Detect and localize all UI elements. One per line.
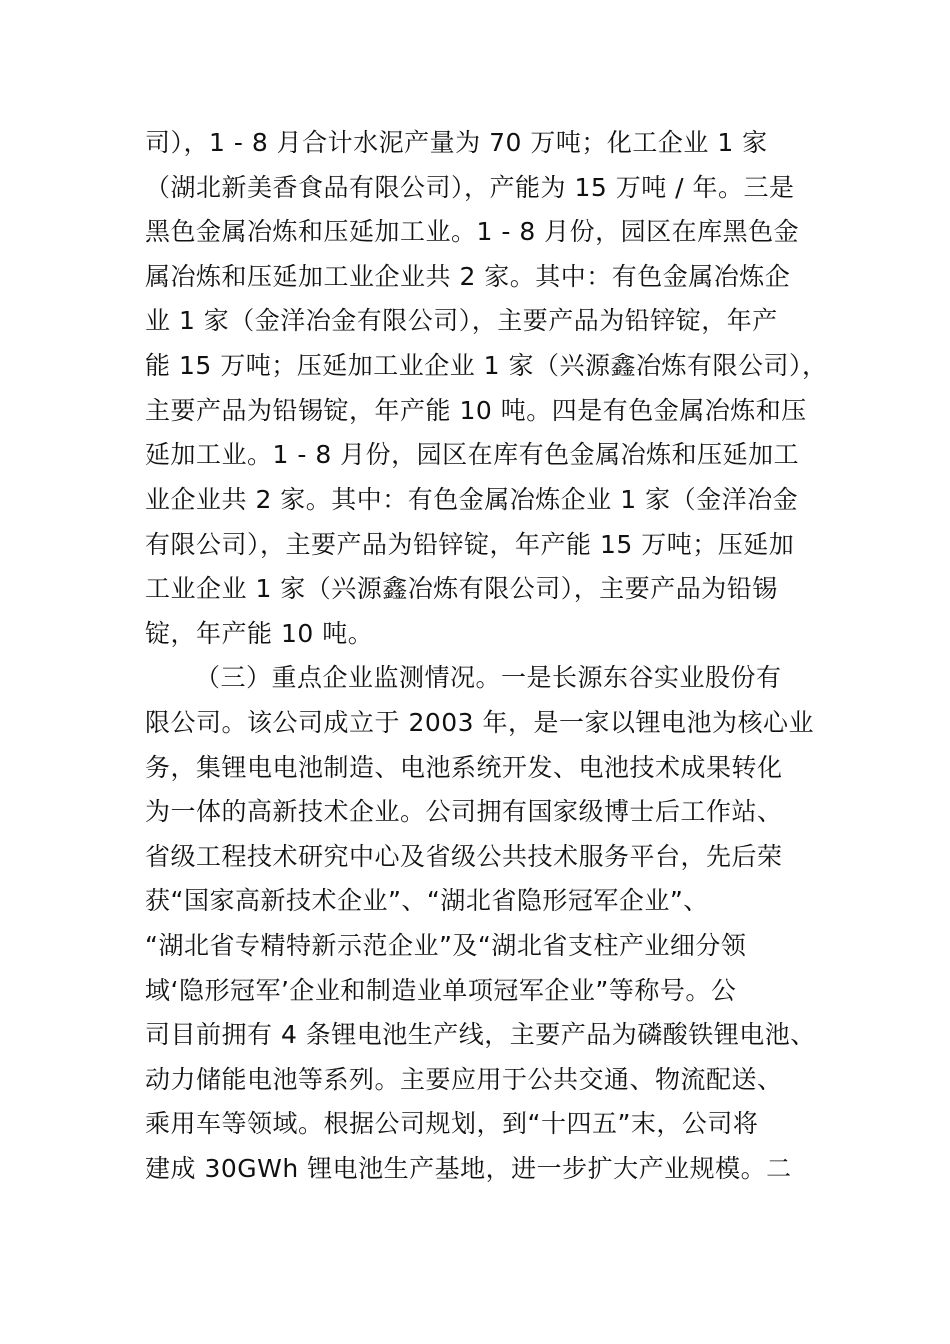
text-line: 为一体的高新技术企业。公司拥有国家级博士后工作站、 — [145, 797, 783, 826]
text-line: 动力储能电池等系列。主要应用于公共交通、物流配送、 — [145, 1065, 783, 1094]
section-heading-line: （三）重点企业监测情况。一是长源东谷实业股份有 — [195, 663, 782, 692]
text-line: 能 15 万吨；压延加工业企业 1 家（兴源鑫冶炼有限公司）， — [145, 351, 828, 380]
text-line: 务，集锂电电池制造、电池系统开发、电池技术成果转化 — [145, 753, 783, 782]
text-line: 司），1 - 8 月合计水泥产量为 70 万吨；化工企业 1 家 — [145, 128, 768, 157]
text-line: 乘用车等领域。根据公司规划，到“十四五”末，公司将 — [145, 1109, 759, 1138]
text-line: “湖北省专精特新示范企业”及“湖北省支柱产业细分领 — [145, 931, 747, 960]
text-line: 锭，年产能 10 吨。 — [145, 619, 374, 648]
text-line: 业企业共 2 家。其中：有色金属冶炼企业 1 家（金洋冶金 — [145, 485, 799, 514]
text-line: 业 1 家（金洋冶金有限公司），主要产品为铅锌锭，年产 — [145, 306, 778, 335]
text-line: 延加工业。1 - 8 月份，园区在库有色金属冶炼和压延加工 — [145, 440, 800, 469]
text-line: 属冶炼和压延加工业企业共 2 家。其中：有色金属冶炼企 — [145, 262, 791, 291]
text-line: 域‘隐形冠军’企业和制造业单项冠军企业”等称号。公 — [145, 976, 737, 1005]
text-line: 建成 30GWh 锂电池生产基地，进一步扩大产业规模。二 — [145, 1154, 792, 1183]
text-line: 工业企业 1 家（兴源鑫冶炼有限公司），主要产品为铅锡 — [145, 574, 778, 603]
text-line: 获“国家高新技术企业”、“湖北省隐形冠军企业”、 — [145, 886, 709, 915]
text-line: 主要产品为铅锡锭，年产能 10 吨。四是有色金属冶炼和压 — [145, 396, 807, 425]
text-line: 司目前拥有 4 条锂电池生产线，主要产品为磷酸铁锂电池、 — [145, 1020, 816, 1049]
text-line: 省级工程技术研究中心及省级公共技术服务平台，先后荣 — [145, 842, 783, 871]
text-line: 有限公司），主要产品为铅锌锭，年产能 15 万吨；压延加 — [145, 530, 795, 559]
text-line: （湖北新美香食品有限公司），产能为 15 万吨 / 年。三是 — [145, 173, 795, 202]
text-line: 限公司。该公司成立于 2003 年，是一家以锂电池为核心业 — [145, 708, 815, 737]
text-line: 黑色金属冶炼和压延加工业。1 - 8 月份，园区在库黑色金 — [145, 217, 800, 246]
